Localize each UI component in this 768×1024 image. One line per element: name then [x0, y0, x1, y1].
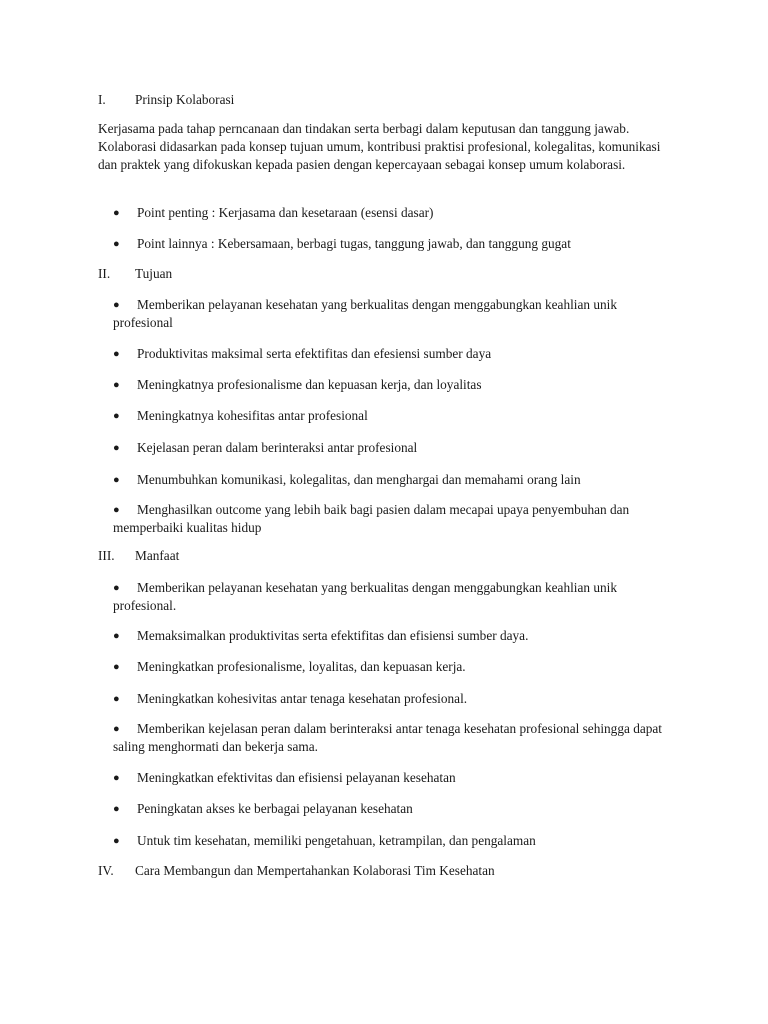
list-item-text: Meningkatnya kohesifitas antar profesional	[137, 408, 368, 423]
list-item	[113, 204, 678, 222]
bullet-icon: ●	[113, 442, 120, 454]
list-item	[113, 720, 678, 756]
list-item-text: Peningkatan akses ke berbagai pelayanan kesehatan	[137, 801, 413, 816]
bullet-icon: ●	[113, 348, 120, 360]
list-item-text: Menghasilkan outcome yang lebih baik bagi pasien dalam mecapai upaya penyembuhan dan memperbaiki kualitas hidup	[113, 502, 630, 535]
section-heading	[98, 265, 172, 283]
list-item	[113, 345, 678, 363]
bullet-icon: ●	[113, 582, 120, 594]
list-item	[113, 800, 678, 818]
list-item-text: Meningkatnya profesionalisme dan kepuasan kerja, dan loyalitas	[137, 377, 482, 392]
section-title: Manfaat	[135, 548, 180, 563]
section-number: II.	[98, 266, 111, 281]
bullet-icon: ●	[113, 474, 120, 486]
section-title: Prinsip Kolaborasi	[135, 92, 235, 107]
list-item-text: Point penting : Kerjasama dan kesetaraan (esensi dasar)	[137, 205, 434, 220]
list-item-text: Kejelasan peran dalam berinteraksi antar profesional	[137, 440, 418, 455]
bullet-icon: ●	[113, 693, 120, 705]
list-item	[113, 439, 678, 457]
bullet-icon: ●	[113, 410, 120, 422]
section-heading	[98, 862, 495, 880]
section-number: IV.	[98, 863, 114, 878]
list-item	[113, 296, 678, 332]
bullet-icon: ●	[113, 379, 120, 391]
list-item-text: Menumbuhkan komunikasi, kolegalitas, dan menghargai dan memahami orang lain	[137, 472, 581, 487]
section-title: Cara Membangun dan Mempertahankan Kolaborasi Tim Kesehatan	[135, 863, 495, 878]
section-heading	[98, 547, 179, 565]
list-item-text: Meningkatkan efektivitas dan efisiensi pelayanan kesehatan	[137, 770, 456, 785]
bullet-icon: ●	[113, 772, 120, 784]
bullet-icon: ●	[113, 299, 120, 311]
list-item-text: Point lainnya : Kebersamaan, berbagi tugas, tanggung jawab, dan tanggung gugat	[137, 236, 571, 251]
section-paragraph: Kerjasama pada tahap perncanaan dan tindakan serta berbagi dalam keputusan dan tanggung jawab. Kolaborasi didasarkan pada konsep tujuan umum, kontribusi praktisi profesional, kolegalitas, komunikasi dan praktek yang difokuskan kepada pasien dengan kepercayaan sebagai konsep umum kolaborasi.	[98, 121, 661, 172]
bullet-icon: ●	[113, 723, 120, 735]
list-item-text: Meningkatkan kohesivitas antar tenaga kesehatan profesional.	[137, 691, 468, 706]
section-heading	[98, 91, 234, 109]
bullet-icon: ●	[113, 238, 120, 250]
list-item-text: Memberikan kejelasan peran dalam berinteraksi antar tenaga kesehatan profesional sehingga dapat saling menghormati dan bekerja sama.	[113, 721, 662, 754]
bullet-icon: ●	[113, 504, 120, 516]
section-number: I.	[98, 92, 106, 107]
list-item	[113, 235, 678, 253]
list-item	[113, 501, 678, 537]
list-item	[113, 471, 678, 489]
list-item	[113, 579, 678, 615]
list-item-text: Memaksimalkan produktivitas serta efektifitas dan efisiensi sumber daya.	[137, 628, 529, 643]
list-item	[113, 690, 678, 708]
list-item	[113, 407, 678, 425]
section-number: III.	[98, 548, 115, 563]
list-item-text: Produktivitas maksimal serta efektifitas dan efesiensi sumber daya	[137, 346, 492, 361]
bullet-icon: ●	[113, 803, 120, 815]
list-item	[113, 376, 678, 394]
list-item	[113, 627, 678, 645]
list-item-text: Memberikan pelayanan kesehatan yang berkualitas dengan menggabungkan keahlian unik profesional.	[113, 580, 617, 613]
list-item-text: Memberikan pelayanan kesehatan yang berkualitas dengan menggabungkan keahlian unik profesional	[113, 297, 617, 330]
list-item-text: Meningkatkan profesionalisme, loyalitas, dan kepuasan kerja.	[137, 659, 466, 674]
list-item	[113, 769, 678, 787]
section-title: Tujuan	[135, 266, 173, 281]
bullet-icon: ●	[113, 630, 120, 642]
list-item	[113, 832, 678, 850]
bullet-icon: ●	[113, 835, 120, 847]
list-item-text: Untuk tim kesehatan, memiliki pengetahuan, ketrampilan, dan pengalaman	[137, 833, 536, 848]
bullet-icon: ●	[113, 661, 120, 673]
bullet-icon: ●	[113, 207, 120, 219]
list-item	[113, 658, 678, 676]
